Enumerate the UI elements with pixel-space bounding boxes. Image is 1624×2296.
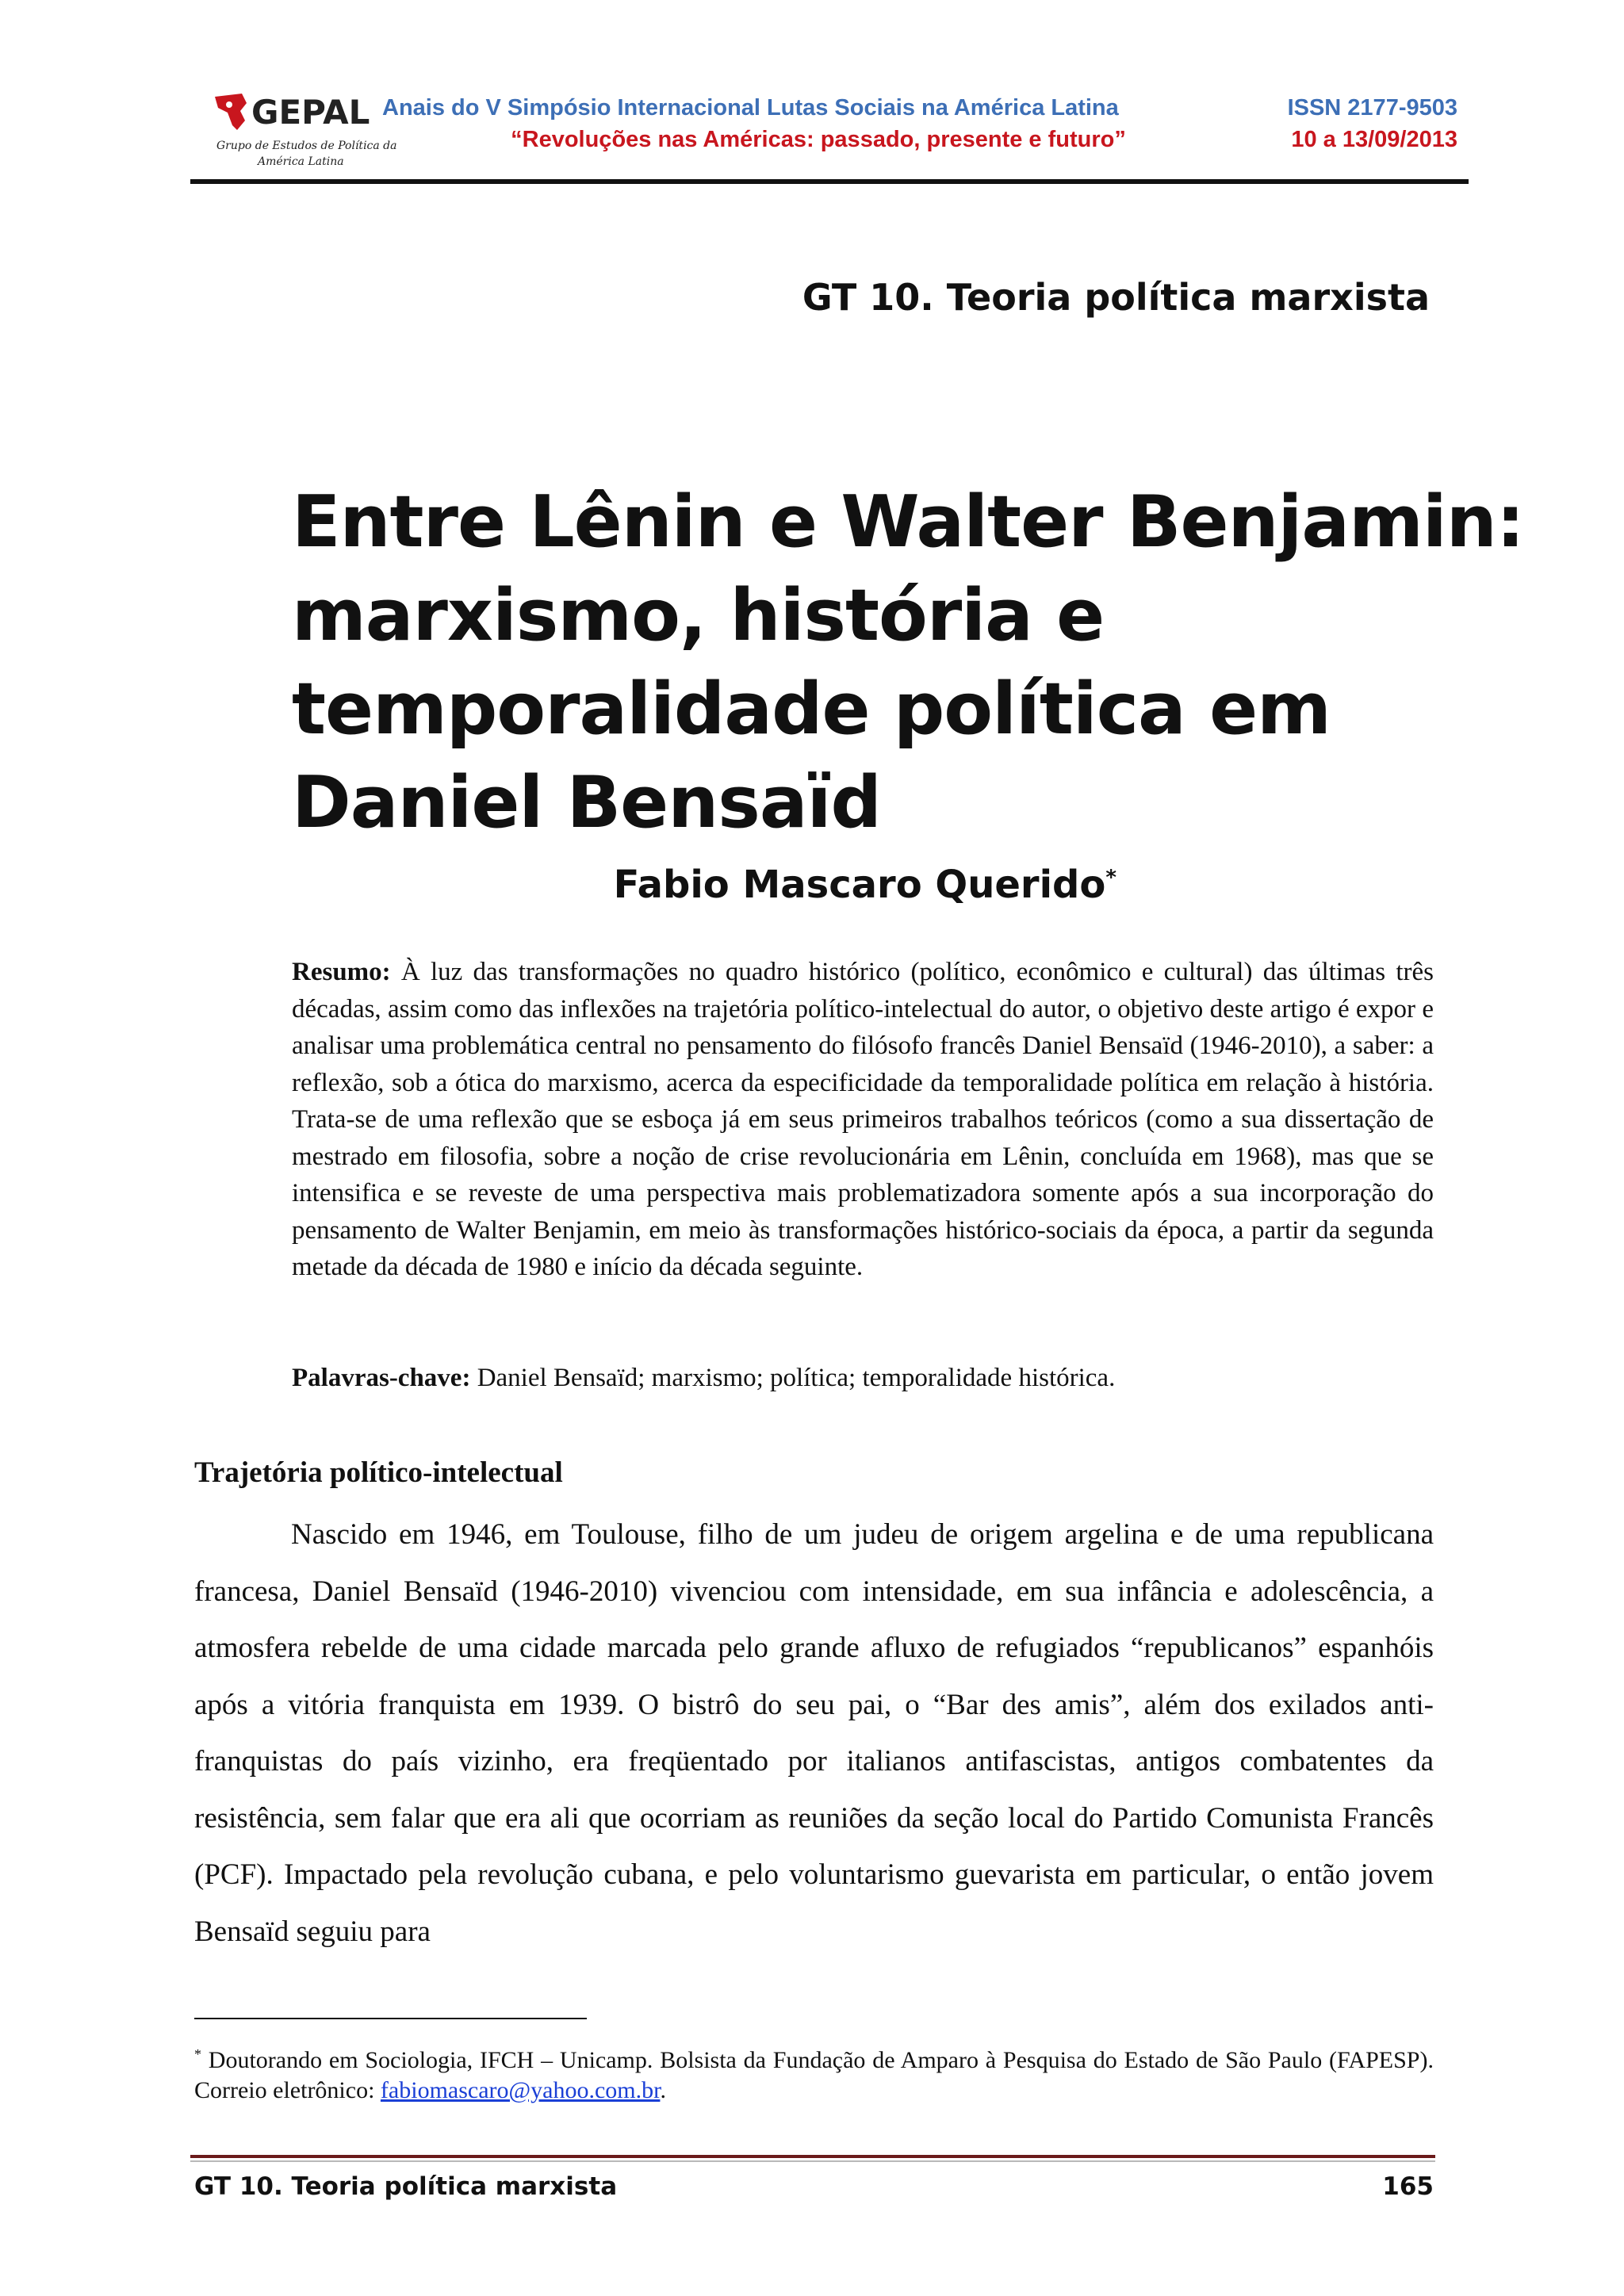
body-text (194, 1506, 1434, 1960)
logo-subtext-1: Grupo de Estudos de Política da (216, 140, 397, 152)
email-link[interactable]: fabiomascaro@yahoo.com.br (380, 2077, 661, 2103)
event-subtitle: “Revoluções nas Américas: passado, presente e futuro” (511, 127, 1126, 152)
footnote (194, 2039, 1434, 2106)
page-number: 165 (1382, 2172, 1434, 2201)
author-name: Fabio Mascaro Querido (613, 863, 1106, 907)
event-subtitle-wrap (382, 127, 1207, 153)
header-rule (190, 179, 1469, 184)
event-title: Anais do V Simpósio Internacional Lutas Sociais na América Latina (382, 95, 1119, 121)
title-line: Entre Lênin e Walter Benjamin: (292, 480, 1524, 564)
footer-rule-shadow (190, 2160, 1435, 2162)
author (0, 863, 1116, 907)
footnote-rule (194, 2018, 587, 2019)
event-dates: 10 a 13/09/2013 (1291, 127, 1457, 152)
footer-section: GT 10. Teoria política marxista (194, 2172, 618, 2201)
abstract-text: À luz das transformações no quadro histórico (político, econômico e cultural) das últimas três décadas, assim como das inflexões na trajetória político-intelectual do autor, o objetivo deste artigo é expor e analisar uma problemática central no pensamento do filósofo francês Daniel Bensaïd (1946-2010), a saber: a reflexão, sob a ótica do marxismo, acerca da especificidade da temporalidade política em relação à história. Trata-se de uma reflexão que se esboça já em seus primeiros trabalhos teóricos (como a sua dissertação de mestrado em filosofia, sobre a noção de crise revolucionária em Lênin, concluída em 1968), mas que se intensifica e se reveste de uma perspectiva mais problematizadora somente após a sua incorporação do pensamento de Walter Benjamin, em meio às transformações histórico-sociais da época, a partir da segunda metade da década de 1980 e início da década seguinte. (292, 958, 1434, 1281)
abstract (292, 954, 1434, 1286)
logo-subtext-2: América Latina (258, 155, 344, 168)
footnote-end: . (660, 2077, 666, 2103)
keywords-text: Daniel Bensaïd; marxismo; política; temporalidade histórica. (477, 1364, 1116, 1392)
footnote-mark: * (194, 2046, 201, 2062)
keywords-label: Palavras-chave: (292, 1364, 471, 1392)
author-footnote-mark: * (1105, 866, 1116, 890)
section-title: Trajetória político-intelectual (194, 1456, 563, 1489)
paper-title (292, 476, 1524, 850)
logo-text: GEPAL (251, 93, 370, 132)
footnote-text: Doutorando em Sociologia, IFCH – Unicamp. Bolsista da Fundação de Amparo à Pesquisa do Estado de São Paulo (FAPESP). Correio eletrônico: (194, 2047, 1434, 2103)
title-line: Daniel Bensaïd (292, 761, 881, 844)
title-line: marxismo, história e (292, 574, 1105, 657)
title-line: temporalidade política em (292, 668, 1331, 751)
logo-map-icon (215, 94, 247, 130)
issn: ISSN 2177-9503 (1287, 95, 1457, 121)
keywords (292, 1360, 1434, 1396)
gt-heading: GT 10. Teoria política marxista (802, 276, 1430, 319)
gepal-logo (210, 89, 397, 176)
abstract-label: Resumo: (292, 958, 391, 986)
footer-rule (190, 2155, 1435, 2158)
body-paragraph: Nascido em 1946, em Toulouse, filho de um judeu de origem argelina e de uma republicana francesa, Daniel Bensaïd (1946-2010) vivenciou com intensidade, em sua infância e adolescência, a atmosfera rebelde de uma cidade marcada pelo grande afluxo de refugiados “republicanos” espanhóis após a vitória franquista em 1939. O bistrô do seu pai, o “Bar des amis”, além dos exilados anti-franquistas do país vizinho, era freqüentado por italianos antifascistas, antigos combatentes da resistência, sem falar que era ali que ocorriam as reuniões da seção local do Partido Comunista Francês (PCF). Impactado pela revolução cubana, e pelo voluntarismo guevarista em particular, o então jovem Bensaïd seguiu para (194, 1518, 1434, 1948)
